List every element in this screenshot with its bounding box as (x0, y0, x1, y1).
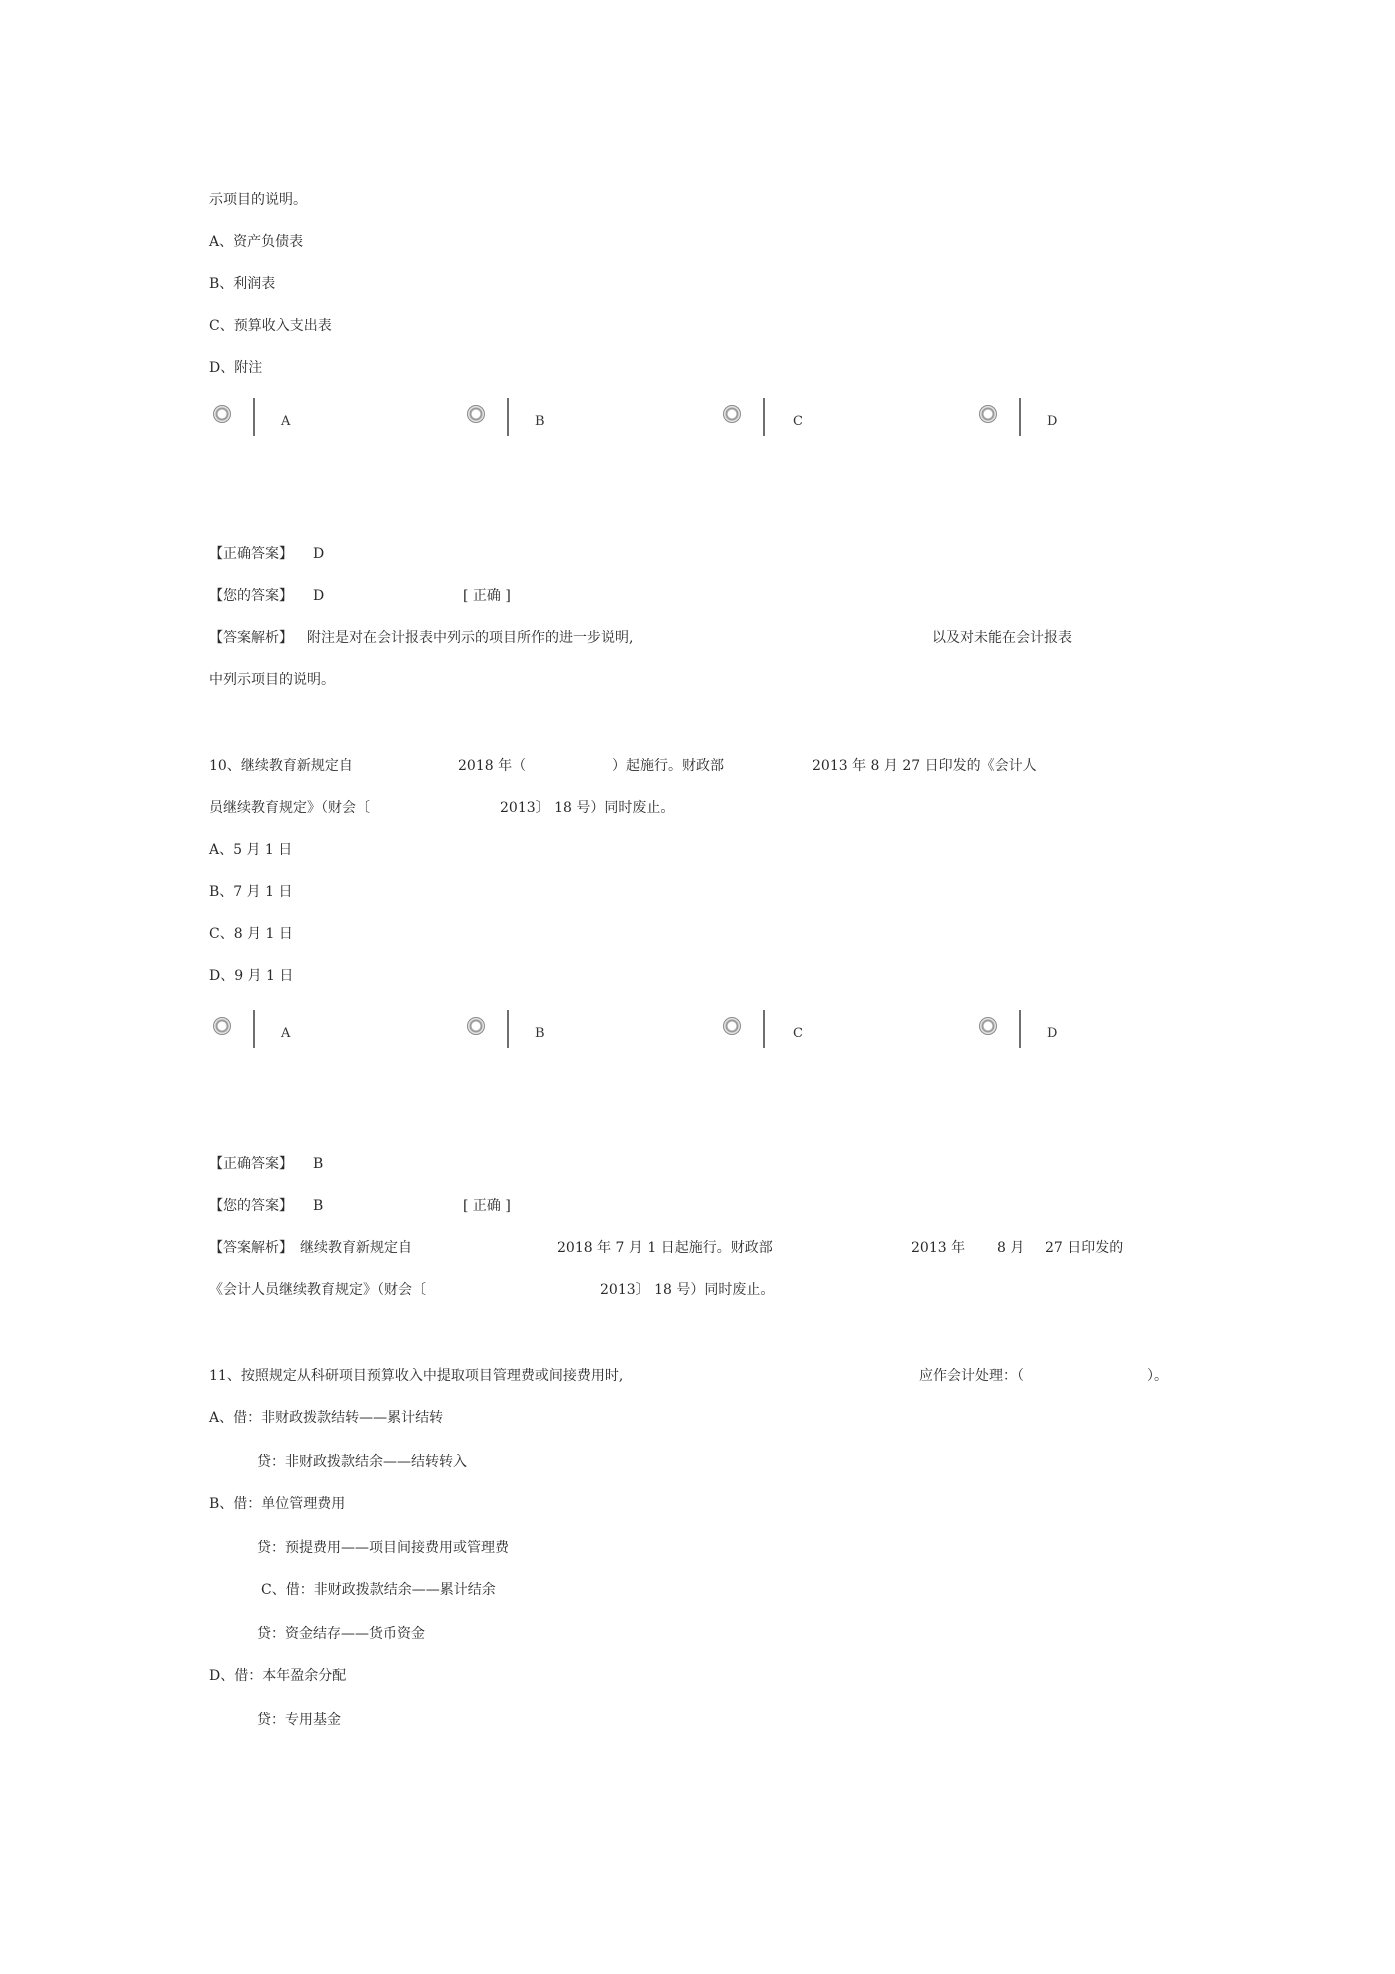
divider (507, 398, 509, 436)
q10-radio-a-icon[interactable] (213, 1017, 231, 1035)
q10-radio-c-icon[interactable] (723, 1017, 741, 1035)
q9-option-d: D、附注 (209, 360, 263, 376)
q9-option-c: C、预算收入支出表 (209, 318, 332, 334)
q9-option-b: B、利润表 (209, 276, 276, 292)
q10-question-line2-part1: 员继续教育规定》（财会〔 (209, 800, 370, 816)
q10-analysis-line2-part2: 2013〕 18 号）同时废止。 (600, 1282, 775, 1298)
q11-question-part2: 应作会计处理：（ (919, 1368, 1024, 1384)
q10-option-c: C、8 月 1 日 (209, 926, 293, 942)
q9-correct-answer-value: D (313, 546, 325, 562)
q10-analysis-part3: 2013 年 (911, 1240, 966, 1256)
q10-analysis-part2: 2018 年 7 月 1 日起施行。财政部 (557, 1240, 773, 1256)
q10-option-d: D、9 月 1 日 (209, 968, 294, 984)
q9-radio-label-a: A (281, 414, 291, 429)
q11-question-part3: ）。 (1147, 1368, 1168, 1384)
q11-option-c-credit: 贷：资金结存——货币资金 (257, 1626, 425, 1642)
q10-analysis-part1: 继续教育新规定自 (300, 1240, 412, 1256)
q10-option-b: B、7 月 1 日 (209, 884, 293, 900)
divider (507, 1010, 509, 1048)
q9-radio-label-c: C (793, 414, 803, 429)
q9-analysis-label: 【答案解析】 (209, 630, 293, 646)
q11-option-b-debit: B、借：单位管理费用 (209, 1496, 346, 1512)
q10-correct-answer-label: 【正确答案】 (209, 1156, 293, 1172)
q9-radio-c-icon[interactable] (723, 405, 741, 423)
q10-radio-label-c: C (793, 1026, 803, 1041)
q9-text-tail: 示项目的说明。 (209, 192, 307, 208)
q9-radio-b-icon[interactable] (467, 405, 485, 423)
divider (1019, 398, 1021, 436)
q11-option-d-debit: D、借：本年盈余分配 (209, 1668, 347, 1684)
q9-analysis-text: 附注是对在会计报表中列示的项目所作的进一步说明, (307, 630, 634, 646)
q9-radio-label-b: B (535, 414, 545, 429)
q10-question-part1: 10、继续教育新规定自 (209, 758, 353, 774)
q9-correct-answer-label: 【正确答案】 (209, 546, 293, 562)
q10-your-answer-label: 【您的答案】 (209, 1198, 293, 1214)
q9-radio-d-icon[interactable] (979, 405, 997, 423)
q10-radio-label-d: D (1047, 1026, 1058, 1041)
q9-analysis-text-end: 中列示项目的说明。 (209, 672, 335, 688)
q10-question-part3: ）起施行。财政部 (612, 758, 724, 774)
q10-analysis-label: 【答案解析】 (209, 1240, 293, 1256)
divider (763, 398, 765, 436)
divider (1019, 1010, 1021, 1048)
q11-option-d-credit: 贷：专用基金 (257, 1712, 341, 1728)
q9-radio-a-icon[interactable] (213, 405, 231, 423)
q10-radio-label-a: A (281, 1026, 291, 1041)
q10-correct-answer-value: B (313, 1156, 324, 1172)
q9-your-answer-value: D (313, 588, 325, 604)
q10-analysis-line2-part1: 《会计人员继续教育规定》（财会〔 (209, 1282, 426, 1298)
q10-question-part4: 2013 年 8 月 27 日印发的《会计人 (812, 758, 1037, 774)
q10-your-answer-value: B (313, 1198, 324, 1214)
q10-radio-b-icon[interactable] (467, 1017, 485, 1035)
q10-radio-d-icon[interactable] (979, 1017, 997, 1035)
q11-option-c-debit: C、借：非财政拨款结余——累计结余 (261, 1582, 496, 1598)
divider (763, 1010, 765, 1048)
q9-your-answer-label: 【您的答案】 (209, 588, 293, 604)
q10-analysis-part4: 8 月 (997, 1240, 1025, 1256)
q10-radio-label-b: B (535, 1026, 545, 1041)
q9-radio-label-d: D (1047, 414, 1058, 429)
q10-option-a: A、5 月 1 日 (209, 842, 293, 858)
q11-option-b-credit: 贷：预提费用——项目间接费用或管理费 (257, 1540, 509, 1556)
q9-analysis-text-cont: 以及对未能在会计报表 (932, 630, 1072, 646)
q11-option-a-credit: 贷：非财政拨款结余——结转转入 (257, 1454, 467, 1470)
q10-answer-status: [ 正确 ] (463, 1198, 511, 1214)
q9-option-a: A、资产负债表 (209, 234, 304, 250)
divider (253, 398, 255, 436)
q10-analysis-part5: 27 日印发的 (1045, 1240, 1124, 1256)
q10-question-line2-part2: 2013〕 18 号）同时废止。 (500, 800, 675, 816)
q10-question-part2: 2018 年（ (458, 758, 527, 774)
q11-option-a-debit: A、借：非财政拨款结转——累计结转 (209, 1410, 444, 1426)
divider (253, 1010, 255, 1048)
q9-answer-status: [ 正确 ] (463, 588, 511, 604)
q11-question-part1: 11、按照规定从科研项目预算收入中提取项目管理费或间接费用时, (209, 1368, 624, 1384)
